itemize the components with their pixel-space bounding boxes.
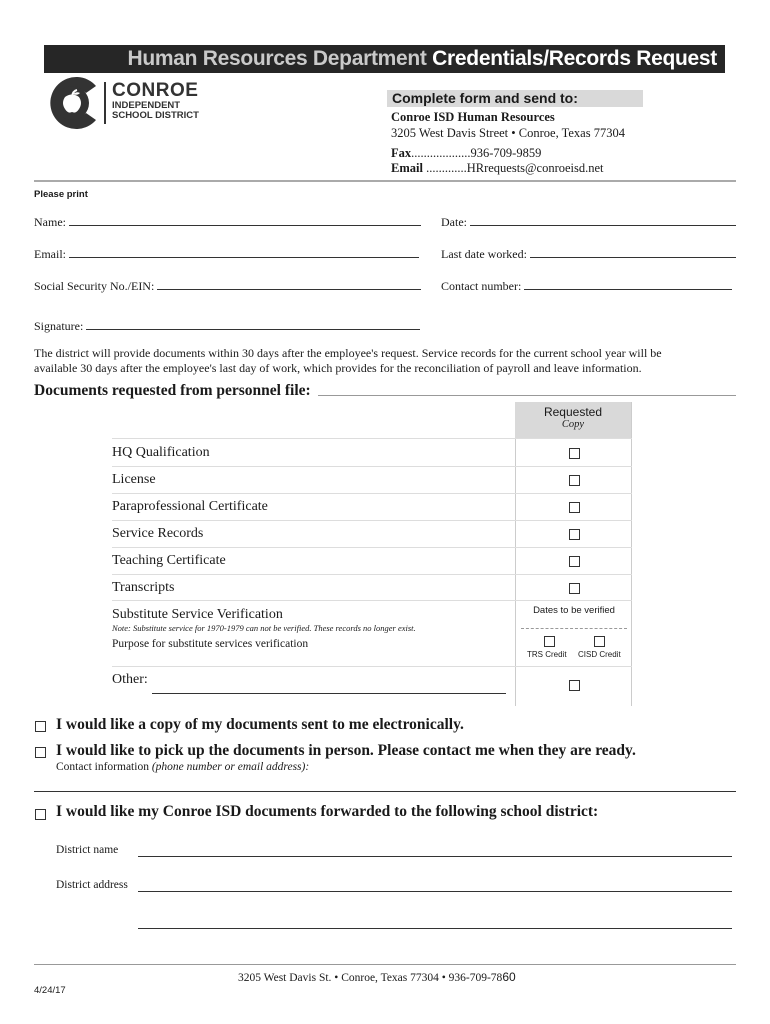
- documents-heading: Documents requested from personnel file:: [34, 382, 311, 399]
- logo-sub-2: SCHOOL DISTRICT: [112, 110, 199, 121]
- ssn-label: Social Security No./EIN:: [34, 279, 155, 293]
- requested-column-header: [515, 402, 631, 438]
- fax-label: Fax: [391, 146, 412, 160]
- signature-field[interactable]: [34, 319, 420, 334]
- name-input[interactable]: [69, 225, 421, 226]
- district-address-input[interactable]: [138, 891, 732, 892]
- district-address-input-2[interactable]: [138, 928, 732, 929]
- substitute-purpose: Purpose for substitute services verification: [112, 638, 309, 650]
- footer-address-end: 60: [502, 970, 516, 984]
- name-label: Name:: [34, 215, 66, 229]
- teaching-certificate-checkbox[interactable]: [569, 556, 580, 567]
- copy-label: Copy: [561, 419, 585, 430]
- title-part-1: Human Resources Department: [127, 47, 427, 70]
- row-rule: [112, 600, 632, 601]
- date-field[interactable]: [441, 215, 736, 230]
- hq-checkbox[interactable]: [569, 448, 580, 459]
- trs-credit-label: TRS Credit: [527, 650, 567, 659]
- signature-input[interactable]: [86, 329, 420, 330]
- col-right-border: [631, 402, 632, 706]
- last-date-input[interactable]: [530, 257, 736, 258]
- date-label: Date:: [441, 215, 467, 229]
- forward-checkbox[interactable]: [35, 809, 46, 820]
- form-date: 4/24/17: [34, 985, 66, 996]
- row-rule: [112, 438, 632, 439]
- other-checkbox[interactable]: [569, 680, 580, 691]
- fax-value: 936-709-9859: [470, 146, 542, 160]
- cisd-credit-label: CISD Credit: [578, 650, 621, 659]
- service-records-checkbox[interactable]: [569, 529, 580, 540]
- requested-label: Requested: [543, 405, 603, 419]
- please-print: Please print: [34, 189, 88, 200]
- email-label: Email: [391, 161, 423, 175]
- row-rule: [112, 466, 632, 467]
- logo-name: CONROE: [112, 80, 199, 101]
- doc-item-paraprofessional: Paraprofessional Certificate: [112, 499, 268, 514]
- ssn-input[interactable]: [157, 289, 421, 290]
- email-input[interactable]: [69, 257, 419, 258]
- footer-address-text: 3205 West Davis St. • Conroe, Texas 77304 • 936-709-78: [238, 972, 503, 984]
- row-rule: [112, 520, 632, 521]
- heading-rule: [318, 395, 736, 396]
- notice-text: [34, 346, 662, 376]
- email-line: [391, 161, 604, 176]
- contact-info-text: Contact information: [56, 761, 149, 773]
- date-input[interactable]: [470, 225, 736, 226]
- transcripts-checkbox[interactable]: [569, 583, 580, 594]
- district-name-label: District name: [56, 844, 119, 856]
- contact-number-field[interactable]: [441, 279, 732, 294]
- license-checkbox[interactable]: [569, 475, 580, 486]
- contact-number-input[interactable]: [524, 289, 732, 290]
- email-label-field: Email:: [34, 247, 66, 261]
- dates-to-verify-label: Dates to be verified: [533, 605, 615, 616]
- doc-item-other: Other:: [112, 672, 148, 687]
- row-rule: [112, 574, 632, 575]
- ssn-field[interactable]: [34, 279, 421, 294]
- send-org: Conroe ISD Human Resources: [391, 110, 555, 124]
- doc-item-teaching-certificate: Teaching Certificate: [112, 553, 226, 568]
- doc-item-service-records: Service Records: [112, 526, 204, 541]
- row-rule: [112, 666, 632, 667]
- doc-item-license: License: [112, 472, 156, 487]
- electronic-option-label: I would like a copy of my documents sent to me electronically.: [56, 716, 464, 733]
- electronic-checkbox[interactable]: [35, 721, 46, 732]
- logo-divider: [104, 82, 106, 124]
- pickup-option-label: I would like to pick up the documents in person. Please contact me when they are ready.: [56, 742, 636, 759]
- contact-info-input[interactable]: [34, 791, 736, 792]
- trs-credit-checkbox[interactable]: [544, 636, 555, 647]
- doc-item-substitute: Substitute Service Verification: [112, 607, 283, 622]
- logo-subtitle: [112, 101, 199, 121]
- substitute-note: Note: Substitute service for 1970-1979 can not be verified. These records no longer exist.: [112, 623, 416, 633]
- notice-line-2: available 30 days after the employee's last day of work, which provides for the reconciliation of payroll and leave information.: [34, 361, 642, 375]
- page-title: [44, 45, 725, 73]
- doc-item-hq: HQ Qualification: [112, 445, 210, 460]
- send-to-heading: Complete form and send to:: [387, 90, 643, 107]
- logo-sub-1: INDEPENDENT: [112, 100, 181, 111]
- footer-address: [238, 970, 516, 984]
- email-dots: .............: [426, 161, 467, 175]
- district-address-label: District address: [56, 879, 128, 891]
- fax-line: [391, 146, 541, 161]
- cisd-credit-checkbox[interactable]: [594, 636, 605, 647]
- send-address: 3205 West Davis Street • Conroe, Texas 77304: [391, 126, 625, 140]
- contact-info-hint: (phone number or email address):: [151, 761, 310, 773]
- dates-to-verify-input[interactable]: [521, 628, 627, 629]
- forward-option-label: I would like my Conroe ISD documents forwarded to the following school district:: [56, 803, 599, 820]
- contact-info-label: [56, 761, 309, 773]
- title-part-2: Credentials/Records Request: [432, 47, 717, 70]
- apple-logo-icon: [44, 76, 102, 130]
- row-rule: [112, 493, 632, 494]
- doc-item-transcripts: Transcripts: [112, 580, 175, 595]
- district-name-input[interactable]: [138, 856, 732, 857]
- footer-rule: [34, 964, 736, 965]
- other-input[interactable]: [152, 693, 506, 694]
- email-field[interactable]: [34, 247, 419, 262]
- email-value: HRrequests@conroeisd.net: [466, 161, 604, 175]
- fax-dots: ...................: [411, 146, 471, 160]
- signature-label: Signature:: [34, 319, 84, 333]
- row-rule: [112, 547, 632, 548]
- last-date-field[interactable]: [441, 247, 736, 262]
- name-field[interactable]: [34, 215, 421, 230]
- header-divider: [34, 180, 736, 182]
- notice-line-1: The district will provide documents within 30 days after the employee's request. Service records for the current school year will be: [34, 346, 662, 360]
- contact-number-label: Contact number:: [441, 279, 522, 293]
- paraprofessional-checkbox[interactable]: [569, 502, 580, 513]
- last-date-label: Last date worked:: [441, 247, 527, 261]
- pickup-checkbox[interactable]: [35, 747, 46, 758]
